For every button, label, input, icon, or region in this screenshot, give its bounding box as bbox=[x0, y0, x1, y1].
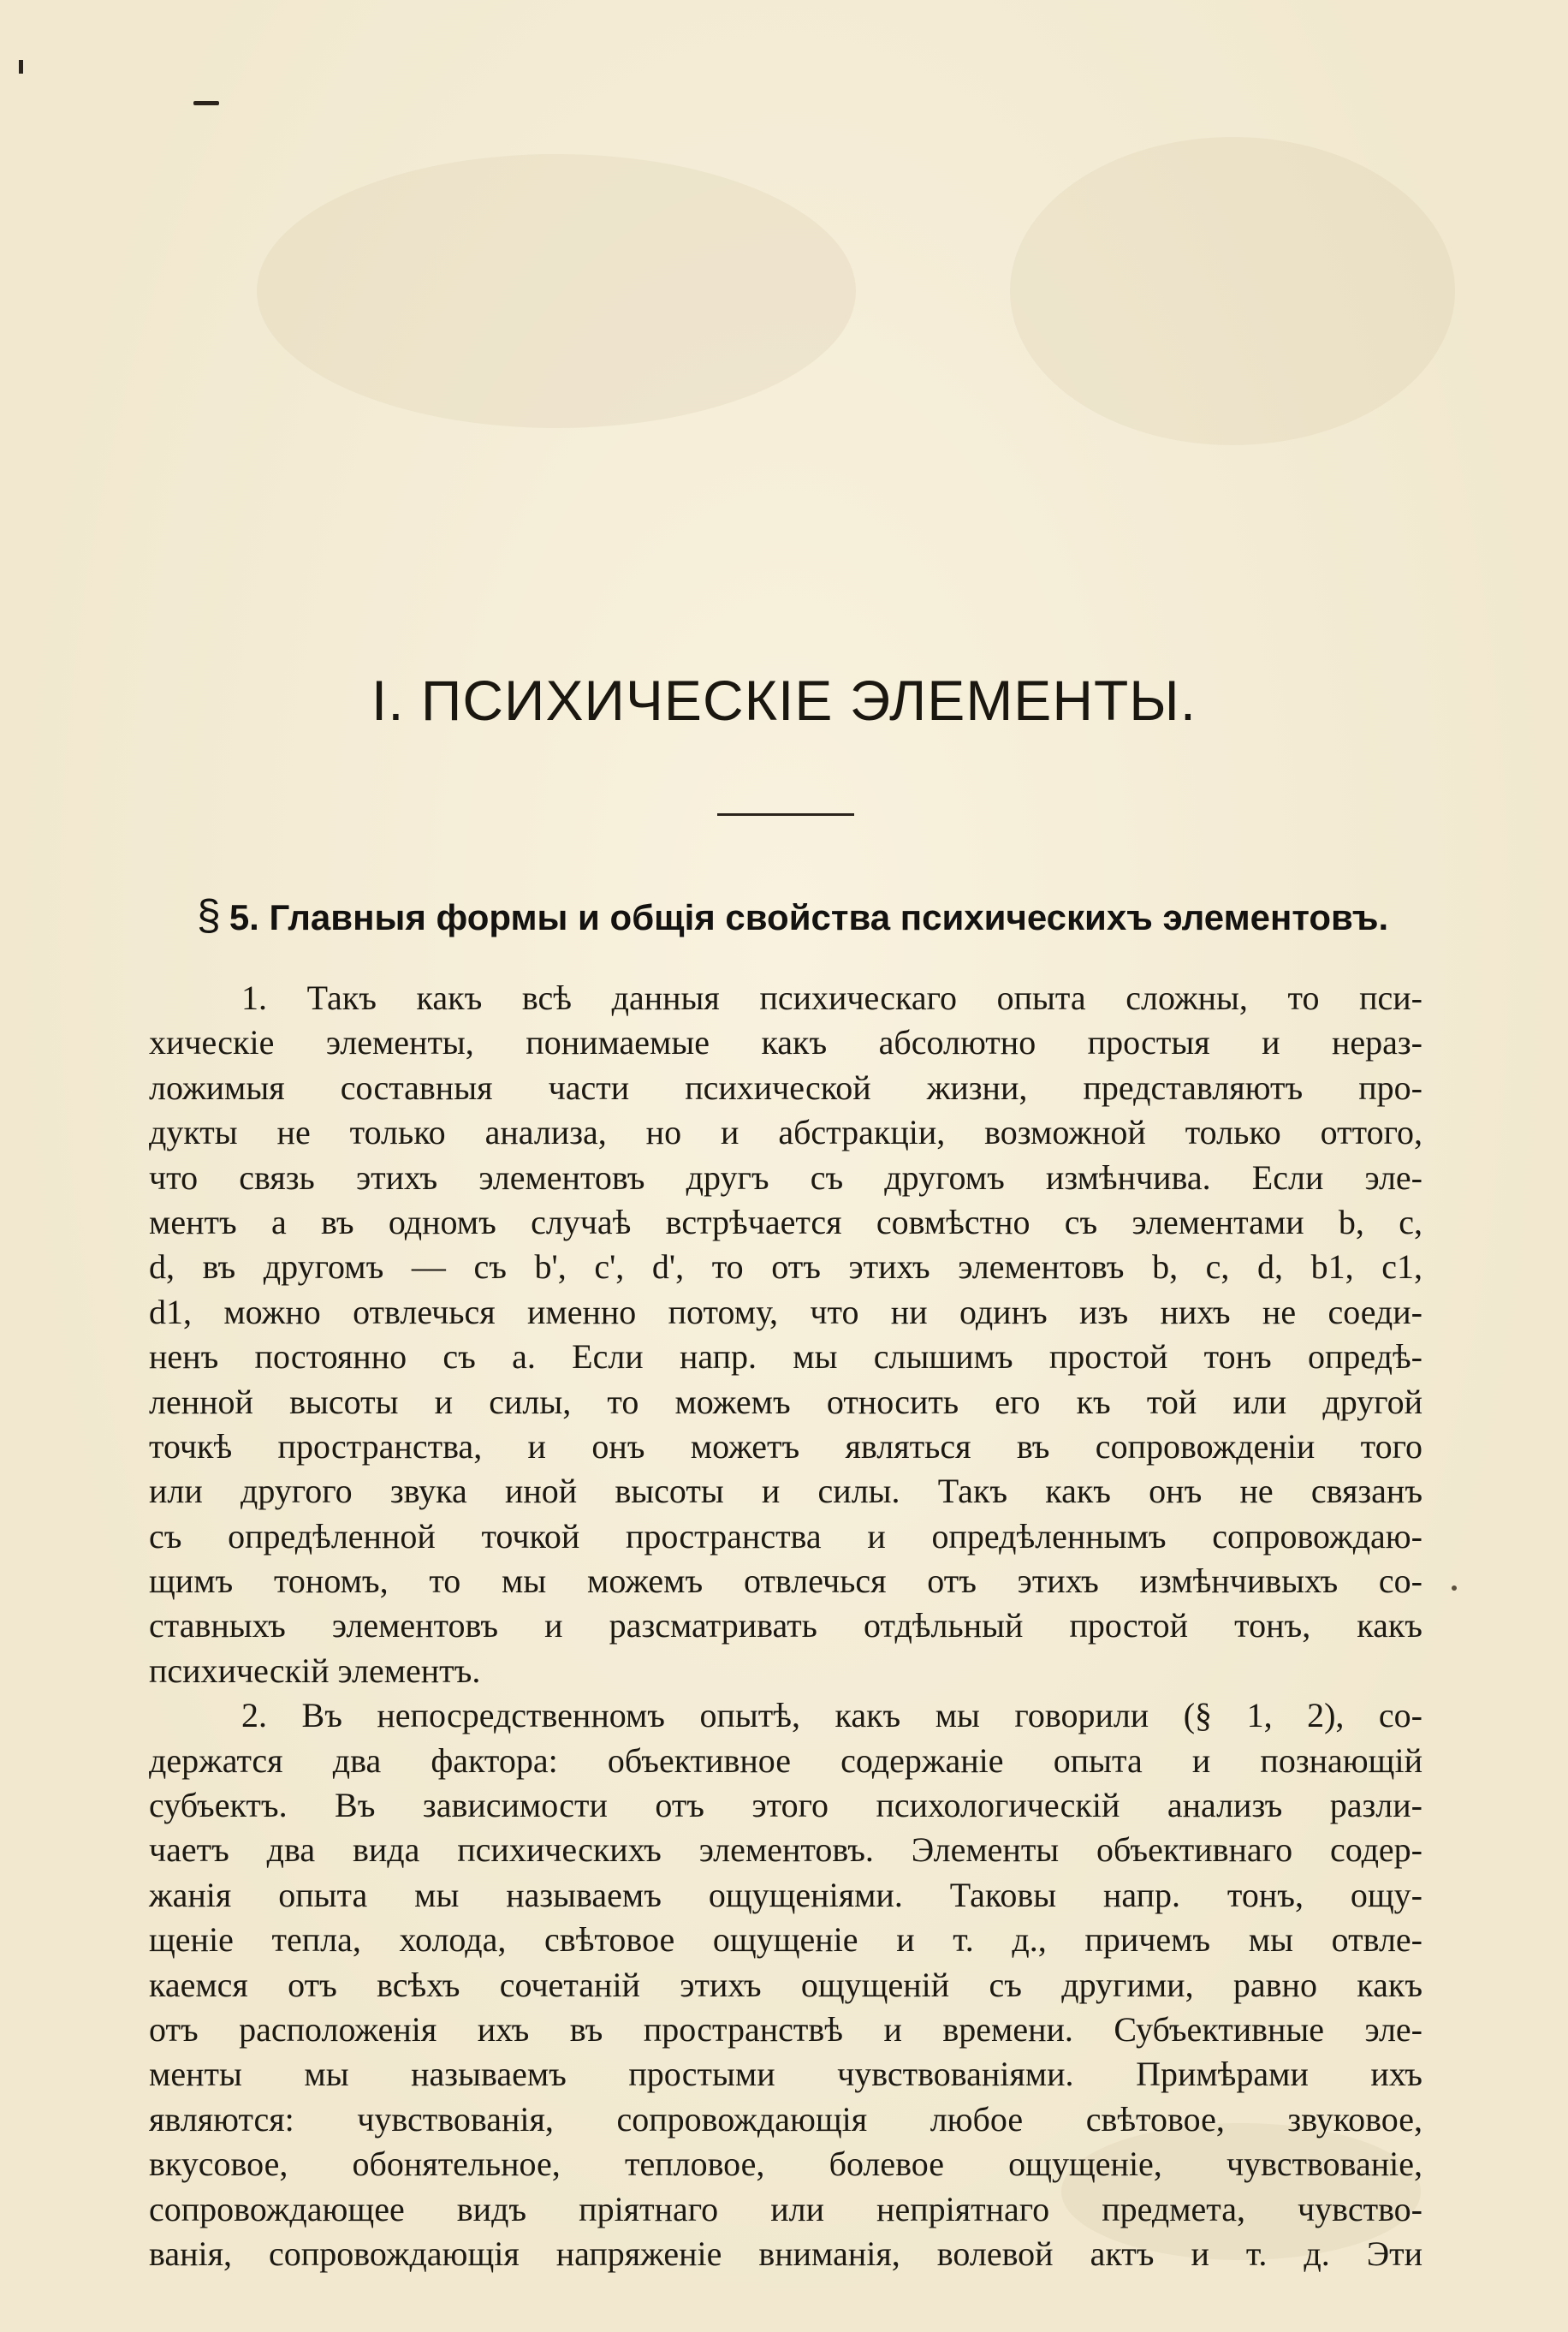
text-line: ванія, сопровождающія напряженіе вниманія, волевой актъ и т. д. Эти bbox=[149, 2234, 1422, 2273]
text-line: d, въ другомъ — съ b', c', d', то отъ этихъ элементовъ b, c, d, b1, c1, bbox=[149, 1247, 1422, 1287]
text-line: держатся два фактора: объективное содержаніе опыта и познающій bbox=[149, 1740, 1422, 1780]
text-line: ложимыя составныя части психической жизни, представляютъ про- bbox=[149, 1068, 1422, 1107]
text-line: что связь этихъ элементовъ другъ съ другомъ измѣнчива. Если эле- bbox=[149, 1157, 1422, 1197]
text-line: дукты не только анализа, но и абстракціи, возможной только оттого, bbox=[149, 1113, 1422, 1152]
text-line: психическій элементъ. bbox=[149, 1651, 481, 1690]
text-line: субъектъ. Въ зависимости отъ этого психологическій анализъ разли- bbox=[149, 1786, 1422, 1825]
text-line: жанія опыта мы называемъ ощущеніями. Таковы напр. тонъ, ощу- bbox=[149, 1875, 1422, 1914]
text-line: ментъ a въ одномъ случаѣ встрѣчается совмѣстно съ элементами b, c, bbox=[149, 1202, 1422, 1241]
scan-mark bbox=[1452, 1585, 1457, 1591]
section-heading bbox=[197, 890, 1429, 940]
chapter-title: I. ПСИХИЧЕСКІЕ ЭЛЕМЕНТЫ. bbox=[371, 669, 1197, 732]
text-line: сопровождающее видъ пріятнаго или непріятнаго предмета, чувство- bbox=[149, 2189, 1422, 2228]
text-line: щимъ тономъ, то мы можемъ отвлечься отъ этихъ измѣнчивыхъ со- bbox=[149, 1562, 1422, 1601]
paper-stain bbox=[257, 154, 856, 428]
text-line: d1, можно отвлечься именно потому, что ни одинъ изъ нихъ не соеди- bbox=[149, 1292, 1422, 1331]
scan-mark bbox=[19, 60, 23, 74]
text-line: отъ расположенія ихъ въ пространствѣ и времени. Субъективные эле- bbox=[149, 2009, 1422, 2049]
text-line: съ опредѣленной точкой пространства и опредѣленнымъ сопровождаю- bbox=[149, 1516, 1422, 1556]
text-line: являются: чувствованія, сопровождающія любое свѣтовое, звуковое, bbox=[149, 2099, 1422, 2139]
text-line: 2. Въ непосредственномъ опытѣ, какъ мы говорили (§ 1, 2), со- bbox=[241, 1696, 1422, 1735]
text-line: точкѣ пространства, и онъ можетъ являться въ сопровожденіи того bbox=[149, 1426, 1422, 1466]
paper-stain bbox=[1010, 137, 1455, 445]
text-line: 1. Такъ какъ всѣ данныя психическаго опыта сложны, то пси- bbox=[241, 979, 1422, 1017]
text-line: щеніе тепла, холода, свѣтовое ощущеніе и т. д., причемъ мы отвле- bbox=[149, 1920, 1422, 1960]
title-divider bbox=[717, 813, 854, 816]
section-heading-text: 5. Главныя формы и общія свойства психическихъ элементовъ. bbox=[229, 897, 1389, 937]
text-line: ненъ постоянно съ a. Если напр. мы слышимъ простой тонъ опредѣ- bbox=[149, 1337, 1422, 1377]
text-line: ленной высоты и силы, то можемъ относить его къ той или другой bbox=[149, 1382, 1422, 1421]
text-line: хическіе элементы, понимаемые какъ абсолютно простыя и нераз- bbox=[149, 1023, 1422, 1062]
body-text bbox=[149, 976, 1422, 2276]
text-line: каемся отъ всѣхъ сочетаній этихъ ощущеній съ другими, равно какъ bbox=[149, 1965, 1422, 2004]
text-line: ставныхъ элементовъ и разсматривать отдѣльный простой тонъ, какъ bbox=[149, 1606, 1422, 1645]
text-line: вкусовое, обонятельное, тепловое, болевое ощущеніе, чувствованіе, bbox=[149, 2145, 1422, 2184]
scan-mark bbox=[193, 101, 219, 105]
text-line: или другого звука иной высоты и силы. Такъ какъ онъ не связанъ bbox=[149, 1472, 1422, 1511]
text-line: менты мы называемъ простыми чувствованіями. Примѣрами ихъ bbox=[149, 2055, 1422, 2094]
section-symbol: § bbox=[197, 891, 221, 939]
text-line: чаетъ два вида психическихъ элементовъ. Элементы объективнаго содер- bbox=[149, 1830, 1422, 1870]
